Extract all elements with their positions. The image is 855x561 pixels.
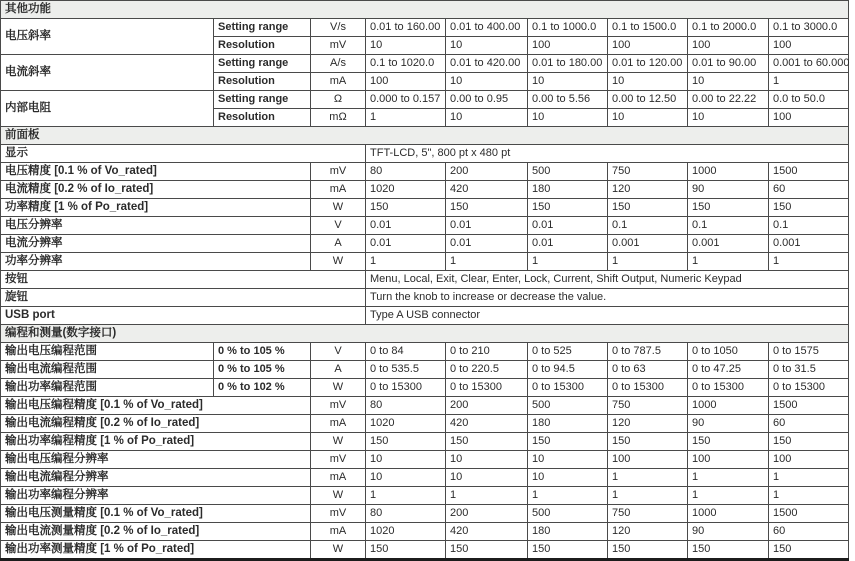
value-cell: 1 — [688, 469, 769, 487]
value-cell: 0 to 1050 — [688, 343, 769, 361]
row-sublabel: Resolution — [214, 37, 311, 55]
unit-cell: V — [311, 343, 366, 361]
value-cell: 1 — [688, 487, 769, 505]
value-cell: 150 — [769, 433, 849, 451]
unit-cell: mA — [311, 73, 366, 91]
value-cell: 60 — [769, 415, 849, 433]
value-cell: 0.01 to 180.00 — [528, 55, 608, 73]
value-cell: 100 — [366, 73, 446, 91]
value-cell: 10 — [446, 469, 528, 487]
row-label: 输出电流编程精度 [0.2 % of Io_rated] — [1, 415, 311, 433]
unit-cell: A/s — [311, 55, 366, 73]
spec-table-body — [1, 1, 849, 560]
value-cell: 1500 — [769, 163, 849, 181]
value-cell: 1020 — [366, 181, 446, 199]
value-cell: 180 — [528, 523, 608, 541]
value-cell: 0.01 to 400.00 — [446, 19, 528, 37]
value-cell: 60 — [769, 523, 849, 541]
value-cell: 1 — [769, 469, 849, 487]
value-cell: 90 — [688, 181, 769, 199]
value-cell: TFT-LCD, 5", 800 pt x 480 pt — [366, 145, 849, 163]
value-cell: 100 — [608, 451, 688, 469]
value-cell: 90 — [688, 523, 769, 541]
value-cell: 1 — [608, 487, 688, 505]
row-label: 内部电阻 — [1, 91, 214, 127]
value-cell: 1 — [366, 253, 446, 271]
value-cell: 0 to 15300 — [688, 379, 769, 397]
table-row — [1, 55, 849, 73]
row-label: 输出电流编程分辨率 — [1, 469, 311, 487]
row-label: 输出电压编程范围 — [1, 343, 214, 361]
row-label: 输出电流编程范围 — [1, 361, 214, 379]
value-cell: 0.1 to 3000.0 — [769, 19, 849, 37]
table-row — [1, 91, 849, 109]
value-cell: 1 — [366, 109, 446, 127]
value-cell: 1 — [366, 487, 446, 505]
value-cell: 10 — [528, 73, 608, 91]
value-cell: 80 — [366, 397, 446, 415]
value-cell: 0.1 to 1500.0 — [608, 19, 688, 37]
value-cell: 1 — [446, 487, 528, 505]
row-label: 输出电压编程精度 [0.1 % of Vo_rated] — [1, 397, 311, 415]
value-cell: 1 — [528, 487, 608, 505]
value-cell: 0.01 — [528, 217, 608, 235]
unit-cell: mV — [311, 451, 366, 469]
value-cell: 0.00 to 5.56 — [528, 91, 608, 109]
value-cell: 0 to 15300 — [366, 379, 446, 397]
value-cell: 200 — [446, 163, 528, 181]
table-row — [1, 19, 849, 37]
value-cell: 1 — [688, 253, 769, 271]
table-row — [1, 343, 849, 361]
unit-cell: mA — [311, 181, 366, 199]
value-cell: 1 — [769, 253, 849, 271]
value-cell: 0.000 to 0.157 — [366, 91, 446, 109]
value-cell: 0 to 15300 — [769, 379, 849, 397]
value-cell: 0.01 — [366, 217, 446, 235]
value-cell: 0.1 — [608, 217, 688, 235]
row-label: USB port — [1, 307, 366, 325]
section-header: 其他功能 — [1, 1, 849, 19]
value-cell: 0.01 — [446, 235, 528, 253]
value-cell: Menu, Local, Exit, Clear, Enter, Lock, Current, Shift Output, Numeric Keypad — [366, 271, 849, 289]
table-row — [1, 415, 849, 433]
unit-cell: Ω — [311, 91, 366, 109]
value-cell: Turn the knob to increase or decrease the value. — [366, 289, 849, 307]
value-cell: 0 to 535.5 — [366, 361, 446, 379]
value-cell: 150 — [446, 199, 528, 217]
value-cell: 1020 — [366, 415, 446, 433]
section-header: 前面板 — [1, 127, 849, 145]
unit-cell: W — [311, 253, 366, 271]
value-cell: 120 — [608, 181, 688, 199]
value-cell: 100 — [688, 37, 769, 55]
value-cell: 420 — [446, 523, 528, 541]
value-cell: 750 — [608, 397, 688, 415]
value-cell: 100 — [608, 37, 688, 55]
value-cell: 150 — [366, 433, 446, 451]
value-cell: 0.01 — [528, 235, 608, 253]
value-cell: 0.0 to 50.0 — [769, 91, 849, 109]
table-row — [1, 433, 849, 451]
value-cell: 0 to 15300 — [528, 379, 608, 397]
value-cell: 10 — [528, 451, 608, 469]
value-cell: 0.1 — [688, 217, 769, 235]
value-cell: 0 to 210 — [446, 343, 528, 361]
value-cell: 0 to 63 — [608, 361, 688, 379]
value-cell: 0 to 84 — [366, 343, 446, 361]
value-cell: 100 — [769, 109, 849, 127]
value-cell: 0 to 15300 — [446, 379, 528, 397]
row-sublabel: 0 % to 105 % — [214, 343, 311, 361]
value-cell: 10 — [366, 469, 446, 487]
unit-cell: mΩ — [311, 109, 366, 127]
row-label: 电流分辨率 — [1, 235, 311, 253]
value-cell: 10 — [688, 109, 769, 127]
value-cell: 10 — [608, 109, 688, 127]
row-label: 输出功率编程范围 — [1, 379, 214, 397]
value-cell: 200 — [446, 505, 528, 523]
unit-cell: A — [311, 361, 366, 379]
value-cell: 1 — [608, 253, 688, 271]
table-row — [1, 523, 849, 541]
row-label: 电流斜率 — [1, 55, 214, 91]
row-sublabel: Resolution — [214, 73, 311, 91]
value-cell: 150 — [608, 541, 688, 560]
unit-cell: W — [311, 487, 366, 505]
row-label: 功率分辨率 — [1, 253, 311, 271]
value-cell: 420 — [446, 415, 528, 433]
value-cell: 1000 — [688, 163, 769, 181]
value-cell: 10 — [528, 469, 608, 487]
value-cell: 180 — [528, 415, 608, 433]
row-sublabel: Setting range — [214, 55, 311, 73]
value-cell: 0.001 — [608, 235, 688, 253]
value-cell: 150 — [528, 541, 608, 560]
value-cell: 0.01 to 420.00 — [446, 55, 528, 73]
value-cell: 0 to 31.5 — [769, 361, 849, 379]
value-cell: 150 — [528, 199, 608, 217]
section-header-row — [1, 325, 849, 343]
unit-cell: V — [311, 217, 366, 235]
value-cell: 500 — [528, 397, 608, 415]
value-cell: 0 to 525 — [528, 343, 608, 361]
value-cell: 10 — [366, 37, 446, 55]
row-label: 显示 — [1, 145, 366, 163]
value-cell: 0 to 47.25 — [688, 361, 769, 379]
value-cell: 1 — [608, 469, 688, 487]
value-cell: 150 — [688, 433, 769, 451]
row-label: 输出电流测量精度 [0.2 % of Io_rated] — [1, 523, 311, 541]
value-cell: 150 — [688, 199, 769, 217]
unit-cell: mV — [311, 397, 366, 415]
value-cell: 0.1 to 2000.0 — [688, 19, 769, 37]
row-label: 输出电压测量精度 [0.1 % of Vo_rated] — [1, 505, 311, 523]
value-cell: 10 — [446, 451, 528, 469]
section-header-row — [1, 127, 849, 145]
row-sublabel: 0 % to 105 % — [214, 361, 311, 379]
value-cell: 150 — [366, 541, 446, 560]
value-cell: 10 — [366, 451, 446, 469]
value-cell: 0.1 — [769, 217, 849, 235]
table-row — [1, 253, 849, 271]
value-cell: 120 — [608, 415, 688, 433]
value-cell: 0.00 to 22.22 — [688, 91, 769, 109]
row-label: 按钮 — [1, 271, 366, 289]
row-label: 输出功率编程精度 [1 % of Po_rated] — [1, 433, 311, 451]
value-cell: 0 to 220.5 — [446, 361, 528, 379]
unit-cell: V/s — [311, 19, 366, 37]
value-cell: 1 — [528, 253, 608, 271]
table-row — [1, 487, 849, 505]
value-cell: 0.00 to 12.50 — [608, 91, 688, 109]
unit-cell: W — [311, 541, 366, 560]
value-cell: 100 — [769, 451, 849, 469]
value-cell: 500 — [528, 505, 608, 523]
row-sublabel: Setting range — [214, 19, 311, 37]
unit-cell: A — [311, 235, 366, 253]
value-cell: 1000 — [688, 505, 769, 523]
row-label: 电压分辨率 — [1, 217, 311, 235]
value-cell: 1 — [446, 253, 528, 271]
value-cell: 1500 — [769, 397, 849, 415]
value-cell: 0.1 to 1000.0 — [528, 19, 608, 37]
value-cell: 80 — [366, 163, 446, 181]
unit-cell: mA — [311, 469, 366, 487]
value-cell: 10 — [688, 73, 769, 91]
value-cell: 150 — [608, 199, 688, 217]
table-row — [1, 289, 849, 307]
table-row — [1, 145, 849, 163]
table-row — [1, 505, 849, 523]
unit-cell: mA — [311, 523, 366, 541]
value-cell: 500 — [528, 163, 608, 181]
value-cell: 10 — [446, 37, 528, 55]
table-row — [1, 163, 849, 181]
value-cell: 10 — [446, 73, 528, 91]
row-label: 旋钮 — [1, 289, 366, 307]
table-row — [1, 541, 849, 560]
row-sublabel: 0 % to 102 % — [214, 379, 311, 397]
value-cell: 420 — [446, 181, 528, 199]
value-cell: 150 — [769, 541, 849, 560]
table-row — [1, 307, 849, 325]
unit-cell: W — [311, 433, 366, 451]
row-sublabel: Setting range — [214, 91, 311, 109]
section-header: 编程和测量(数字接口) — [1, 325, 849, 343]
value-cell: 150 — [366, 199, 446, 217]
value-cell: 120 — [608, 523, 688, 541]
row-label: 电压斜率 — [1, 19, 214, 55]
table-row — [1, 271, 849, 289]
unit-cell: W — [311, 199, 366, 217]
value-cell: 0.01 — [446, 217, 528, 235]
value-cell: 150 — [528, 433, 608, 451]
table-row — [1, 361, 849, 379]
value-cell: 150 — [446, 541, 528, 560]
value-cell: 750 — [608, 163, 688, 181]
value-cell: 0 to 787.5 — [608, 343, 688, 361]
table-row — [1, 181, 849, 199]
value-cell: 150 — [688, 541, 769, 560]
value-cell: 200 — [446, 397, 528, 415]
row-label: 输出功率编程分辨率 — [1, 487, 311, 505]
value-cell: 180 — [528, 181, 608, 199]
value-cell: 10 — [446, 109, 528, 127]
row-sublabel: Resolution — [214, 109, 311, 127]
table-row — [1, 469, 849, 487]
table-row — [1, 451, 849, 469]
table-row — [1, 379, 849, 397]
row-label: 电压精度 [0.1 % of Vo_rated] — [1, 163, 311, 181]
value-cell: 0.01 to 90.00 — [688, 55, 769, 73]
value-cell: 0 to 15300 — [608, 379, 688, 397]
value-cell: 1000 — [688, 397, 769, 415]
unit-cell: mV — [311, 37, 366, 55]
value-cell: 150 — [608, 433, 688, 451]
value-cell: Type A USB connector — [366, 307, 849, 325]
value-cell: 10 — [528, 109, 608, 127]
value-cell: 1020 — [366, 523, 446, 541]
unit-cell: mV — [311, 505, 366, 523]
value-cell: 0.1 to 1020.0 — [366, 55, 446, 73]
value-cell: 100 — [769, 37, 849, 55]
value-cell: 0.001 — [688, 235, 769, 253]
value-cell: 150 — [769, 199, 849, 217]
value-cell: 100 — [528, 37, 608, 55]
table-row — [1, 217, 849, 235]
value-cell: 0.00 to 0.95 — [446, 91, 528, 109]
value-cell: 0 to 1575 — [769, 343, 849, 361]
table-row — [1, 199, 849, 217]
value-cell: 1 — [769, 487, 849, 505]
value-cell: 1 — [769, 73, 849, 91]
value-cell: 90 — [688, 415, 769, 433]
value-cell: 10 — [608, 73, 688, 91]
value-cell: 750 — [608, 505, 688, 523]
value-cell: 0.01 — [366, 235, 446, 253]
value-cell: 0.001 to 60.000 — [769, 55, 849, 73]
unit-cell: mV — [311, 163, 366, 181]
row-label: 输出电压编程分辨率 — [1, 451, 311, 469]
value-cell: 150 — [446, 433, 528, 451]
value-cell: 0.01 to 120.00 — [608, 55, 688, 73]
row-label: 电流精度 [0.2 % of Io_rated] — [1, 181, 311, 199]
value-cell: 80 — [366, 505, 446, 523]
row-label: 功率精度 [1 % of Po_rated] — [1, 199, 311, 217]
row-label: 输出功率测量精度 [1 % of Po_rated] — [1, 541, 311, 560]
value-cell: 60 — [769, 181, 849, 199]
value-cell: 0.01 to 160.00 — [366, 19, 446, 37]
unit-cell: W — [311, 379, 366, 397]
table-row — [1, 235, 849, 253]
section-header-row — [1, 1, 849, 19]
unit-cell: mA — [311, 415, 366, 433]
value-cell: 100 — [688, 451, 769, 469]
value-cell: 0 to 94.5 — [528, 361, 608, 379]
table-row — [1, 397, 849, 415]
value-cell: 0.001 — [769, 235, 849, 253]
value-cell: 1500 — [769, 505, 849, 523]
